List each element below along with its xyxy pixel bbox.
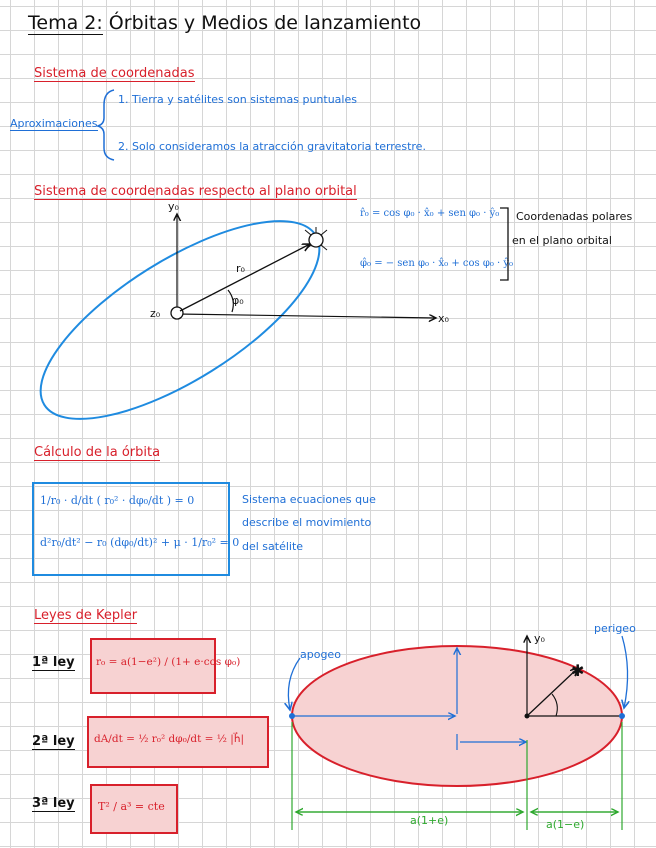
title-rest: Órbitas y Medios de lanzamiento [108, 12, 422, 34]
section-heading-orbit-calc: Cálculo de la órbita [34, 445, 161, 460]
kepler-law-1-label: 1ª ley [32, 655, 75, 670]
kepler-law-3-eq: T² / a³ = cte [98, 800, 165, 813]
phi0-label: φ₀ [232, 294, 244, 307]
kepler-law-2-label: 2ª ley [32, 734, 75, 749]
r0-label: r₀ [236, 262, 245, 275]
phi-arc [228, 290, 233, 312]
section-heading-coordinates: Sistema de coordenadas [34, 66, 195, 81]
approximations-brace [98, 90, 114, 160]
perigeo-label: perigeo [594, 622, 636, 635]
satellite-star-icon: ✱ [571, 661, 585, 680]
orbit-desc-1: Sistema ecuaciones que [242, 493, 376, 506]
kepler-law-1-eq: r₀ = a(1−e²) / (1+ e·cos φ₀) [96, 656, 241, 668]
section-heading-orbital-plane: Sistema de coordenadas respecto al plano orbital [34, 184, 357, 199]
axis-y0-label: y₀ [168, 200, 179, 213]
title-prefix: Tema 2: [28, 12, 103, 34]
polar-note-line1: Coordenadas polares [516, 210, 633, 223]
orbit-desc-3: del satélite [242, 540, 304, 553]
orbit-ellipse [13, 184, 348, 455]
eq-phi-unit-vector: φ̂₀ = − sen φ₀ · x̂₀ + cos φ₀ · ŷ₀ [360, 258, 514, 269]
focus-point [525, 714, 530, 719]
apogeo-point [289, 713, 295, 719]
orbit-eq-1: 1/r₀ · d/dt ( r₀² · dφ₀/dt ) = 0 [40, 494, 195, 507]
approximation-1: 1. Tierra y satélites son sistemas puntuales [118, 93, 357, 106]
kepler-law-3-label: 3ª ley [32, 796, 75, 811]
approximation-2: 2. Solo consideramos la atracción gravitatoria terrestre. [118, 140, 426, 153]
polar-bracket [500, 208, 508, 280]
section-heading-kepler: Leyes de Kepler [34, 608, 138, 623]
orbit-eq-2: d²r₀/dt² − r₀ (dφ₀/dt)² + μ · 1/r₀² = 0 [40, 536, 240, 549]
polar-note-line2: en el plano orbital [512, 234, 612, 247]
dim-a-1-plus-e: a(1+e) [410, 814, 449, 827]
origin-z0-label: z₀ [150, 307, 161, 320]
satellite-icon [305, 227, 327, 250]
eq-r-unit-vector: r̂₀ = cos φ₀ · x̂₀ + sen φ₀ · ŷ₀ [360, 208, 500, 219]
kepler-law-2-eq: dA/dt = ½ r₀² dφ₀/dt = ½ |h⃗| [94, 733, 245, 745]
earth-circle [171, 307, 183, 319]
radius-vector [180, 244, 310, 311]
orbit-desc-2: describe el movimiento [242, 516, 372, 529]
axis-x0 [177, 314, 436, 318]
apogeo-label: apogeo [300, 648, 341, 661]
axis-x0-label: x₀ [438, 312, 449, 325]
approximations-label: Aproximaciones [10, 117, 98, 130]
perigeo-point [619, 713, 625, 719]
kepler-y0-label: y₀ [534, 632, 545, 645]
perigeo-arrow [622, 636, 628, 708]
dim-a-1-minus-e: a(1−e) [546, 818, 585, 831]
